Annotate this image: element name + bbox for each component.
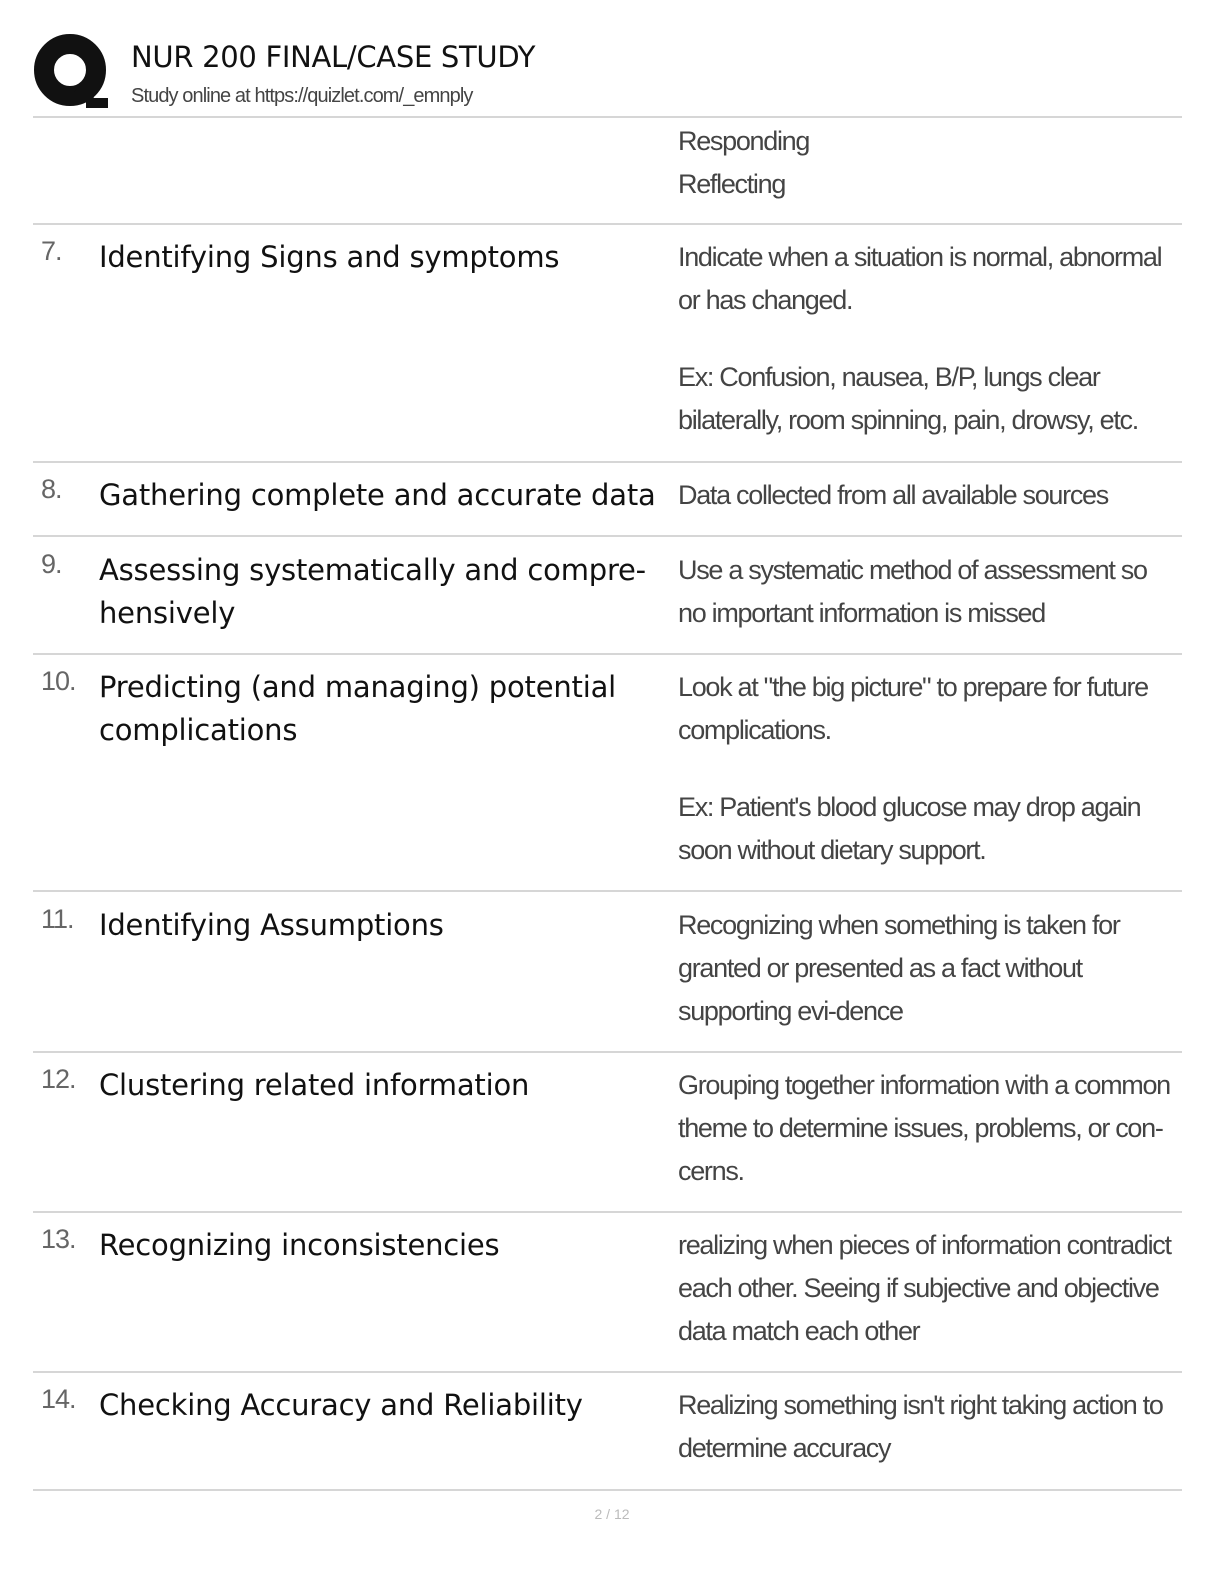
card-term: Checking Accuracy and Reliability bbox=[99, 1388, 583, 1422]
divider bbox=[33, 461, 1182, 463]
flashcard-row bbox=[33, 1384, 1182, 1484]
card-definition bbox=[678, 474, 1178, 517]
divider bbox=[33, 116, 1182, 118]
continued-line: Responding bbox=[678, 126, 810, 156]
card-term: Predicting (and managing) potential complications bbox=[99, 670, 616, 747]
definition-paragraph: Use a systematic method of assessment so no important information is missed bbox=[678, 555, 1147, 628]
divider bbox=[33, 535, 1182, 537]
card-term: Assessing systematically and compre-hensively bbox=[99, 553, 646, 630]
definition-paragraph: Ex: Patient's blood glucose may drop again soon without dietary support. bbox=[678, 792, 1141, 865]
definition-paragraph: Look at "the big picture" to prepare for future complications. bbox=[678, 672, 1148, 745]
flashcard-row bbox=[33, 666, 1182, 886]
continued-definition bbox=[678, 120, 1178, 206]
card-term: Recognizing inconsistencies bbox=[99, 1228, 500, 1262]
card-term: Identifying Assumptions bbox=[99, 908, 444, 942]
flashcard-row bbox=[33, 1224, 1182, 1364]
card-definition bbox=[678, 904, 1178, 1033]
divider bbox=[33, 1211, 1182, 1213]
divider bbox=[33, 223, 1182, 225]
flashcard-row bbox=[33, 474, 1182, 529]
quizlet-q-logo-icon bbox=[34, 34, 110, 110]
card-term: Clustering related information bbox=[99, 1068, 530, 1102]
card-number: 12. bbox=[41, 1064, 76, 1094]
definition-paragraph: Data collected from all available sources bbox=[678, 480, 1108, 510]
card-definition bbox=[678, 549, 1178, 635]
flashcard-row bbox=[33, 904, 1182, 1044]
card-number: 9. bbox=[41, 549, 62, 579]
divider bbox=[33, 653, 1182, 655]
definition-paragraph: Grouping together information with a common theme to determine issues, problems, or con-cerns. bbox=[678, 1070, 1170, 1186]
flashcard-row bbox=[33, 236, 1182, 456]
card-number: 10. bbox=[41, 666, 76, 696]
definition-paragraph: Realizing something isn't right taking action to determine accuracy bbox=[678, 1390, 1163, 1463]
card-number: 13. bbox=[41, 1224, 76, 1254]
divider bbox=[33, 1489, 1182, 1491]
card-definition bbox=[678, 1224, 1178, 1353]
card-definition bbox=[678, 1064, 1178, 1193]
definition-paragraph: Ex: Confusion, nausea, B/P, lungs clear bilaterally, room spinning, pain, drowsy, etc. bbox=[678, 362, 1138, 435]
divider bbox=[33, 1051, 1182, 1053]
continued-row bbox=[33, 120, 1182, 220]
card-number: 14. bbox=[41, 1384, 76, 1414]
divider bbox=[33, 1371, 1182, 1373]
definition-paragraph: Recognizing when something is taken for granted or presented as a fact without supporting evi-dence bbox=[678, 910, 1120, 1026]
definition-paragraph: Indicate when a situation is normal, abnormal or has changed. bbox=[678, 242, 1162, 315]
card-definition bbox=[678, 236, 1178, 442]
card-number: 7. bbox=[41, 236, 62, 266]
flashcard-row bbox=[33, 1064, 1182, 1204]
card-term: Identifying Signs and symptoms bbox=[99, 240, 560, 274]
continued-line: Reflecting bbox=[678, 169, 786, 199]
card-term: Gathering complete and accurate data bbox=[99, 478, 656, 512]
page-number: 2 / 12 bbox=[594, 1506, 630, 1522]
card-number: 8. bbox=[41, 474, 62, 504]
definition-paragraph: realizing when pieces of information contradict each other. Seeing if subjective and objective data match each other bbox=[678, 1230, 1171, 1346]
flashcard-row bbox=[33, 549, 1182, 649]
document-title: NUR 200 FINAL/CASE STUDY bbox=[131, 40, 536, 74]
card-definition bbox=[678, 666, 1178, 872]
page-header bbox=[34, 34, 1182, 118]
study-link-text: Study online at https://quizlet.com/_emnply bbox=[131, 85, 473, 107]
card-definition bbox=[678, 1384, 1178, 1470]
card-number: 11. bbox=[41, 904, 74, 934]
divider bbox=[33, 890, 1182, 892]
